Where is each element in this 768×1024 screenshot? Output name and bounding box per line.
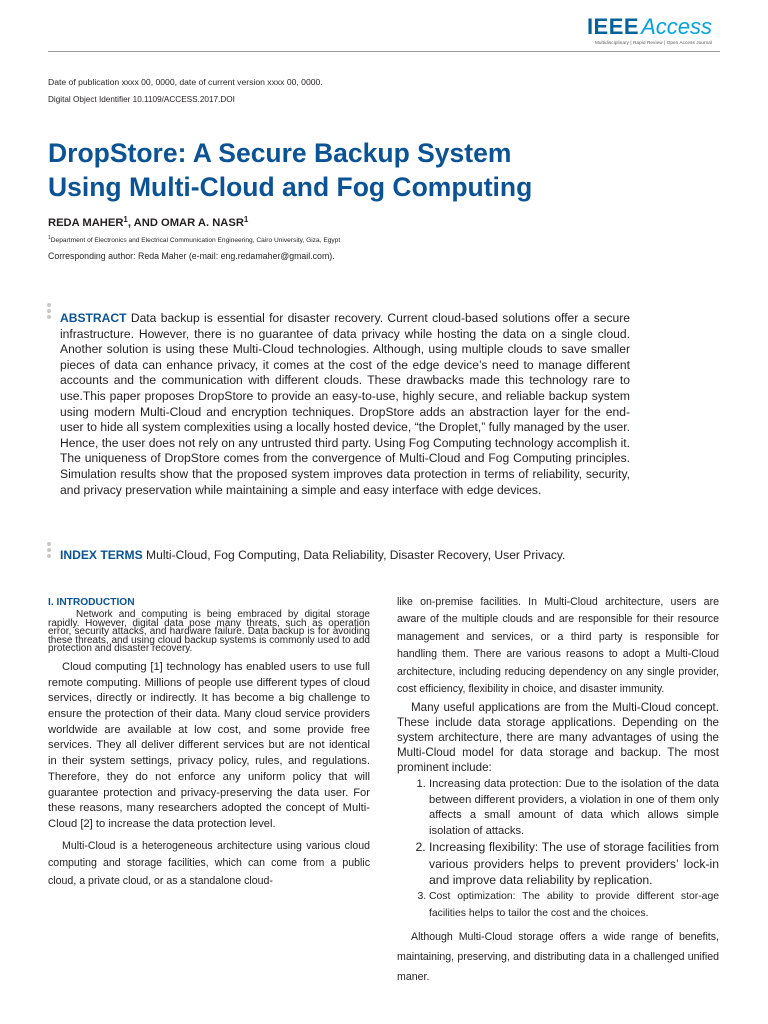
index-terms-heading: INDEX TERMS [60,548,143,562]
paper-title [48,136,698,204]
affiliation-text: Department of Electronics and Electrical Communication Engineering, Cairo University, Giza, Egypt [50,237,341,244]
body-paragraph: Although Multi-Cloud storage offers a wide range of benefits, maintaining, preserving, and distributing data in a challenged unified maner. [397,930,719,983]
section-heading: I. INTRODUCTION [48,597,135,608]
index-terms [60,548,660,563]
header-divider [48,51,720,52]
list-item: 3. Cost optimization: The ability to provide different stor-age facilities helps to tailor the cost and the choices. [429,888,719,923]
author-separator: , AND [127,217,162,229]
affiliation-mark: 1 [48,235,51,241]
index-terms-text: Multi-Cloud, Fog Computing, Data Reliability, Disaster Recovery, User Privacy. [146,548,566,562]
body-paragraph: Many useful applications are from the Multi-Cloud concept. These include data storage applications. Depending on the system architecture, there are many advantages of using the Multi-Cloud model for data storage and backup. The most prominent include: [397,701,719,775]
affiliation-mark: 1 [123,215,128,224]
author-name: REDA MAHER [48,217,124,229]
logo-tagline: Multidisciplinary | Rapid Review | Open Access Journal [594,40,712,45]
abstract [60,311,630,498]
title-line-2: Using Multi-Cloud and Fog Computing [48,172,533,202]
section-dots-icon [47,542,52,560]
journal-logo [587,16,712,45]
corresponding-author: Corresponding author: Reda Maher (e-mail: eng.redamaher@gmail.com). [48,251,335,261]
publication-date: Date of publication xxxx 00, 0000, date of current version xxxx 00, 0000. [48,77,323,87]
title-line-1: DropStore: A Secure Backup System [48,138,512,168]
body-column-right [397,594,719,987]
body-paragraph: Multi-Cloud is a heterogeneous architecture using various cloud computing and storage facilities, which can come from a public cloud, a private cloud, or as a standalone cloud- [48,839,370,887]
logo-access-text: Access [641,14,712,39]
affiliation [48,237,340,244]
abstract-text: Data backup is essential for disaster recovery. Current cloud-based solutions offer a secure infrastructure. However, there is no guarantee of data privacy while hosting the data on a single cloud. Another solution is using these Multi-Cloud technologies. Although, using multiple clouds to save smaller pieces of data can enhance privacy, it comes at the cost of the edge device’s need to manage different accounts and the communication with different clouds. These drawbacks made this technology rare to use.This paper proposes DropStore to provide an easy-to-use, highly secure, and reliable backup system using modern Multi-Cloud and encryption techniques. DropStore adds an abstraction layer for the end-user to hide all system complexities using a locally hosted device, “the Droplet,” fully managed by the user. Hence, the user does not rely on any untrusted third party. Using Fog Computing technology accomplish it. The uniqueness of DropStore comes from the convergence of Multi-Cloud and Fog Computing principles. Simulation results show that the proposed system improves data protection in terms of reliability, security, and privacy preservation while maintaining a simple and easy interface with edge devices. [60,311,630,497]
body-paragraph: Network and computing is being embraced by digital storage rapidly. However, digital data pose many threats, such as operation error, security attacks, and hardware failure. Data backup is for avoiding these threats, and using cloud backup systems is commonly used to add protection and disaster recovery. [48,609,370,655]
body-paragraph: Cloud computing [1] technology has enabled users to use full remote computing. Millions of people use different types of cloud services, directly or indirectly. It has become a big challenge to ensure the protection of their data. Many cloud service providers worldwide are available at low cost, and some provide free services. They all deliver different services but are not identical in their system settings, privacy policy, rules, and regulations. Therefore, they do not enforce any uniform policy that will guarantee protection and privacy-preserving the data user. For these reasons, many researchers adopted the concept of Multi-Cloud [2] to increase the data protection level. [48,660,370,830]
body-paragraph: like on-premise facilities. In Multi-Cloud architecture, users are aware of the multiple clouds and are responsible for their resource management and services, or a third party is responsible for handling them. There are various reasons to adopt a Multi-Cloud architecture, including reducing dependency on any single provider, cost efficiency, flexibility in choice, and disaster immunity. [397,596,719,696]
body-column-left [48,596,370,890]
affiliation-mark: 1 [243,215,249,224]
author-name: OMAR A. NASR [161,217,244,229]
section-dots-icon [47,303,52,321]
doi-line: Digital Object Identifier 10.1109/ACCESS.2017.DOI [48,95,235,104]
list-item: 2. Increasing flexibility: The use of storage facilities from various providers helps to prevent providers’ lock-in and improve data reliability by replication. [429,839,719,888]
list-item: 1. Increasing data protection: Due to the isolation of the data between different providers, a violation in one of them only affects a small amount of data which allows simple isolation of attacks. [429,777,719,839]
advantages-list [397,777,719,922]
logo-ieee-text: IEEE [586,14,640,39]
abstract-heading: ABSTRACT [60,311,127,325]
author-list [48,217,248,229]
